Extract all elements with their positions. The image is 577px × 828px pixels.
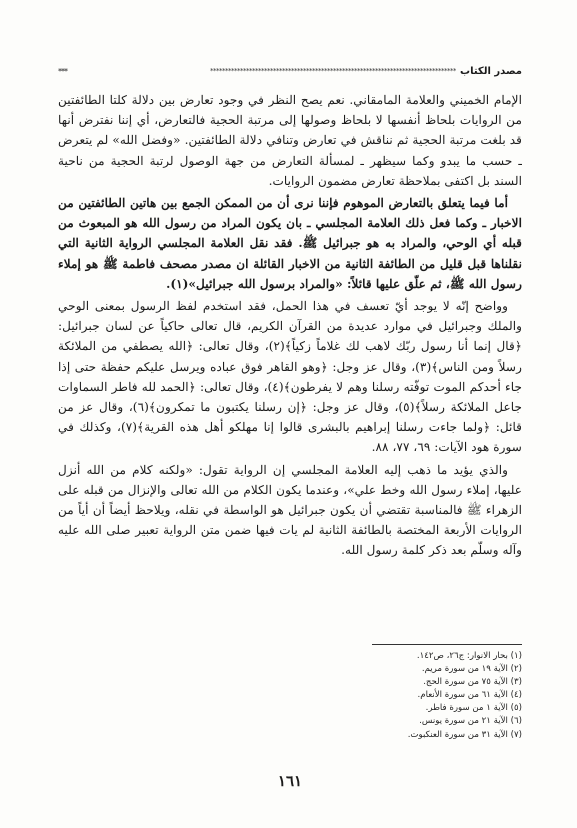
- footnote-2: (٢) الآية ١٩ من سورة مريم.: [421, 664, 522, 675]
- footnote-5: (٥) الآية ١ من سورة فاطر.: [425, 703, 522, 714]
- footnote-6: (٦) الآية ٢١ من سورة يونس.: [419, 716, 522, 727]
- footnote-4: (٤) الآية ٦١ من سورة الأنعام.: [417, 690, 522, 701]
- paragraph-3-text: وواضح إنّه لا يوجد أيّ تعسف في هذا الحمل، فقد استخدم لفظ الرسول بمعنى الوحي والملك وجبرائيل في موارد عديدة من القرآن الكريم، قال تعالى حاكياً عن لسان جبرائيل: ﴿قال إنما أنا رسول ربّك لاهب لك غلاماً زكياً﴾(٢)، وقال تعالى: ﴿الله يصطفي من الملائكة رسلاً ومن الناس﴾(٣)، وقال عز وجل: ﴿وهو القاهر فوق عباده ويرسل عليكم حفظة حتى إذا جاء أحدكم الموت توفّته رسلنا وهم لا يفرطون﴾(٤)، وقال تعالى: ﴿الحمد لله فاطر السماوات جاعل الملائكة رسلاً﴾(٥)، وقال عز وجل: ﴿إن رسلنا يكتبون ما تمكرون﴾(٦)، وقال عز من قائل: ﴿ولما جاءت رسلنا إبراهيم بالبشرى قالوا إنا مهلكو أهل هذه القرية﴾(٧)، وكذلك في سورة هود الآيات: ٦٩، ٧٧، ٨٨.: [58, 299, 522, 455]
- paragraph-2: [58, 193, 522, 294]
- running-head: [58, 62, 522, 80]
- running-head-stars: ***: [58, 66, 67, 76]
- paragraph-4-text: والذي يؤيد ما ذهب إليه العلامة المجلسي إن الرواية تقول: «ولكنه كلام من الله أنزل عليها، إملاء رسول الله وخط علي»، وعندما يكون الكلام من الله تعالى والإنزال من قبله على الزهراء ﷺ فالمناسبة تقتضي أن يكون جبرائيل هو الواسطة في نقله، ويلاحظ أيضاً أن أياً من الروايات الأربعة المختصة بالطائفة الثانية لم يات فيها ضمن متن الرواية تعبير صلى الله عليه وآله وسلّم بعد ذكر كلمة رسول الله.: [58, 462, 522, 558]
- footnote-7: (٧) الآية ٣١ من سورة العنكبوت.: [407, 729, 522, 740]
- running-head-rule: **********************************************************************************: [210, 67, 457, 75]
- book-page: [58, 62, 522, 802]
- running-head-title: مصدر الكتاب: [460, 65, 522, 77]
- footnote-divider: [372, 644, 522, 645]
- footnote-1: (١) بحار الانوار: ج٢٦، ص١٤٢.: [416, 651, 522, 661]
- footnotes: [238, 650, 522, 742]
- paragraph-4: [58, 460, 522, 561]
- paragraph-3: [58, 296, 522, 458]
- page-number: ١٦١: [277, 772, 303, 790]
- footnote-3: (٣) الآية ٧٥ من سورة الحج.: [423, 677, 522, 688]
- paragraph-2-text: أما فيما يتعلق بالتعارض الموهوم فإننا نرى أن من الممكن الجمع بين هاتين الطائفتين من الاخبار ـ وكما فعل ذلك العلامة المجلسي ـ بان يكون المراد من رسول الله هو المبعوث من قبله أي الوحي، والمراد به هو جبرائيل ﷺ. فقد نقل العلامة المجلسي الرواية الثانية التي نقلناها قبل قليل من الطائفة الثانية من الاخبار القائلة ان مصدر مصحف فاطمة ﷺ هو إملاء رسول الله ﷺ، ثم علّق عليها قائلاً: «والمراد برسول الله جبرائيل»(١).: [58, 196, 522, 291]
- main-text: [58, 90, 522, 561]
- paragraph-1-text: الإمام الخميني والعلامة المامقاني. نعم يصح النظر في وجود تعارض بين دلالة كلتا الطائفتين من الروايات بلحاظ أنفسها لا بلحاظ وصولها إلى مرتبة الحجية فالتعارض، أي إننا نفترض أنها قد بلغت مرتبة الحجية ثم نناقش في تعارض وتنافي دلالة الطائفتين. «وفضل الله» لم يتعرض ـ حسب ما يبدو وكما سيظهر ـ لمسألة التعارض من جهة الوصول لرتبة الحجية من ناحية السند بل اكتفى بملاحظة تعارض مضمون الروايات.: [58, 93, 522, 188]
- paragraph-1: [58, 90, 522, 191]
